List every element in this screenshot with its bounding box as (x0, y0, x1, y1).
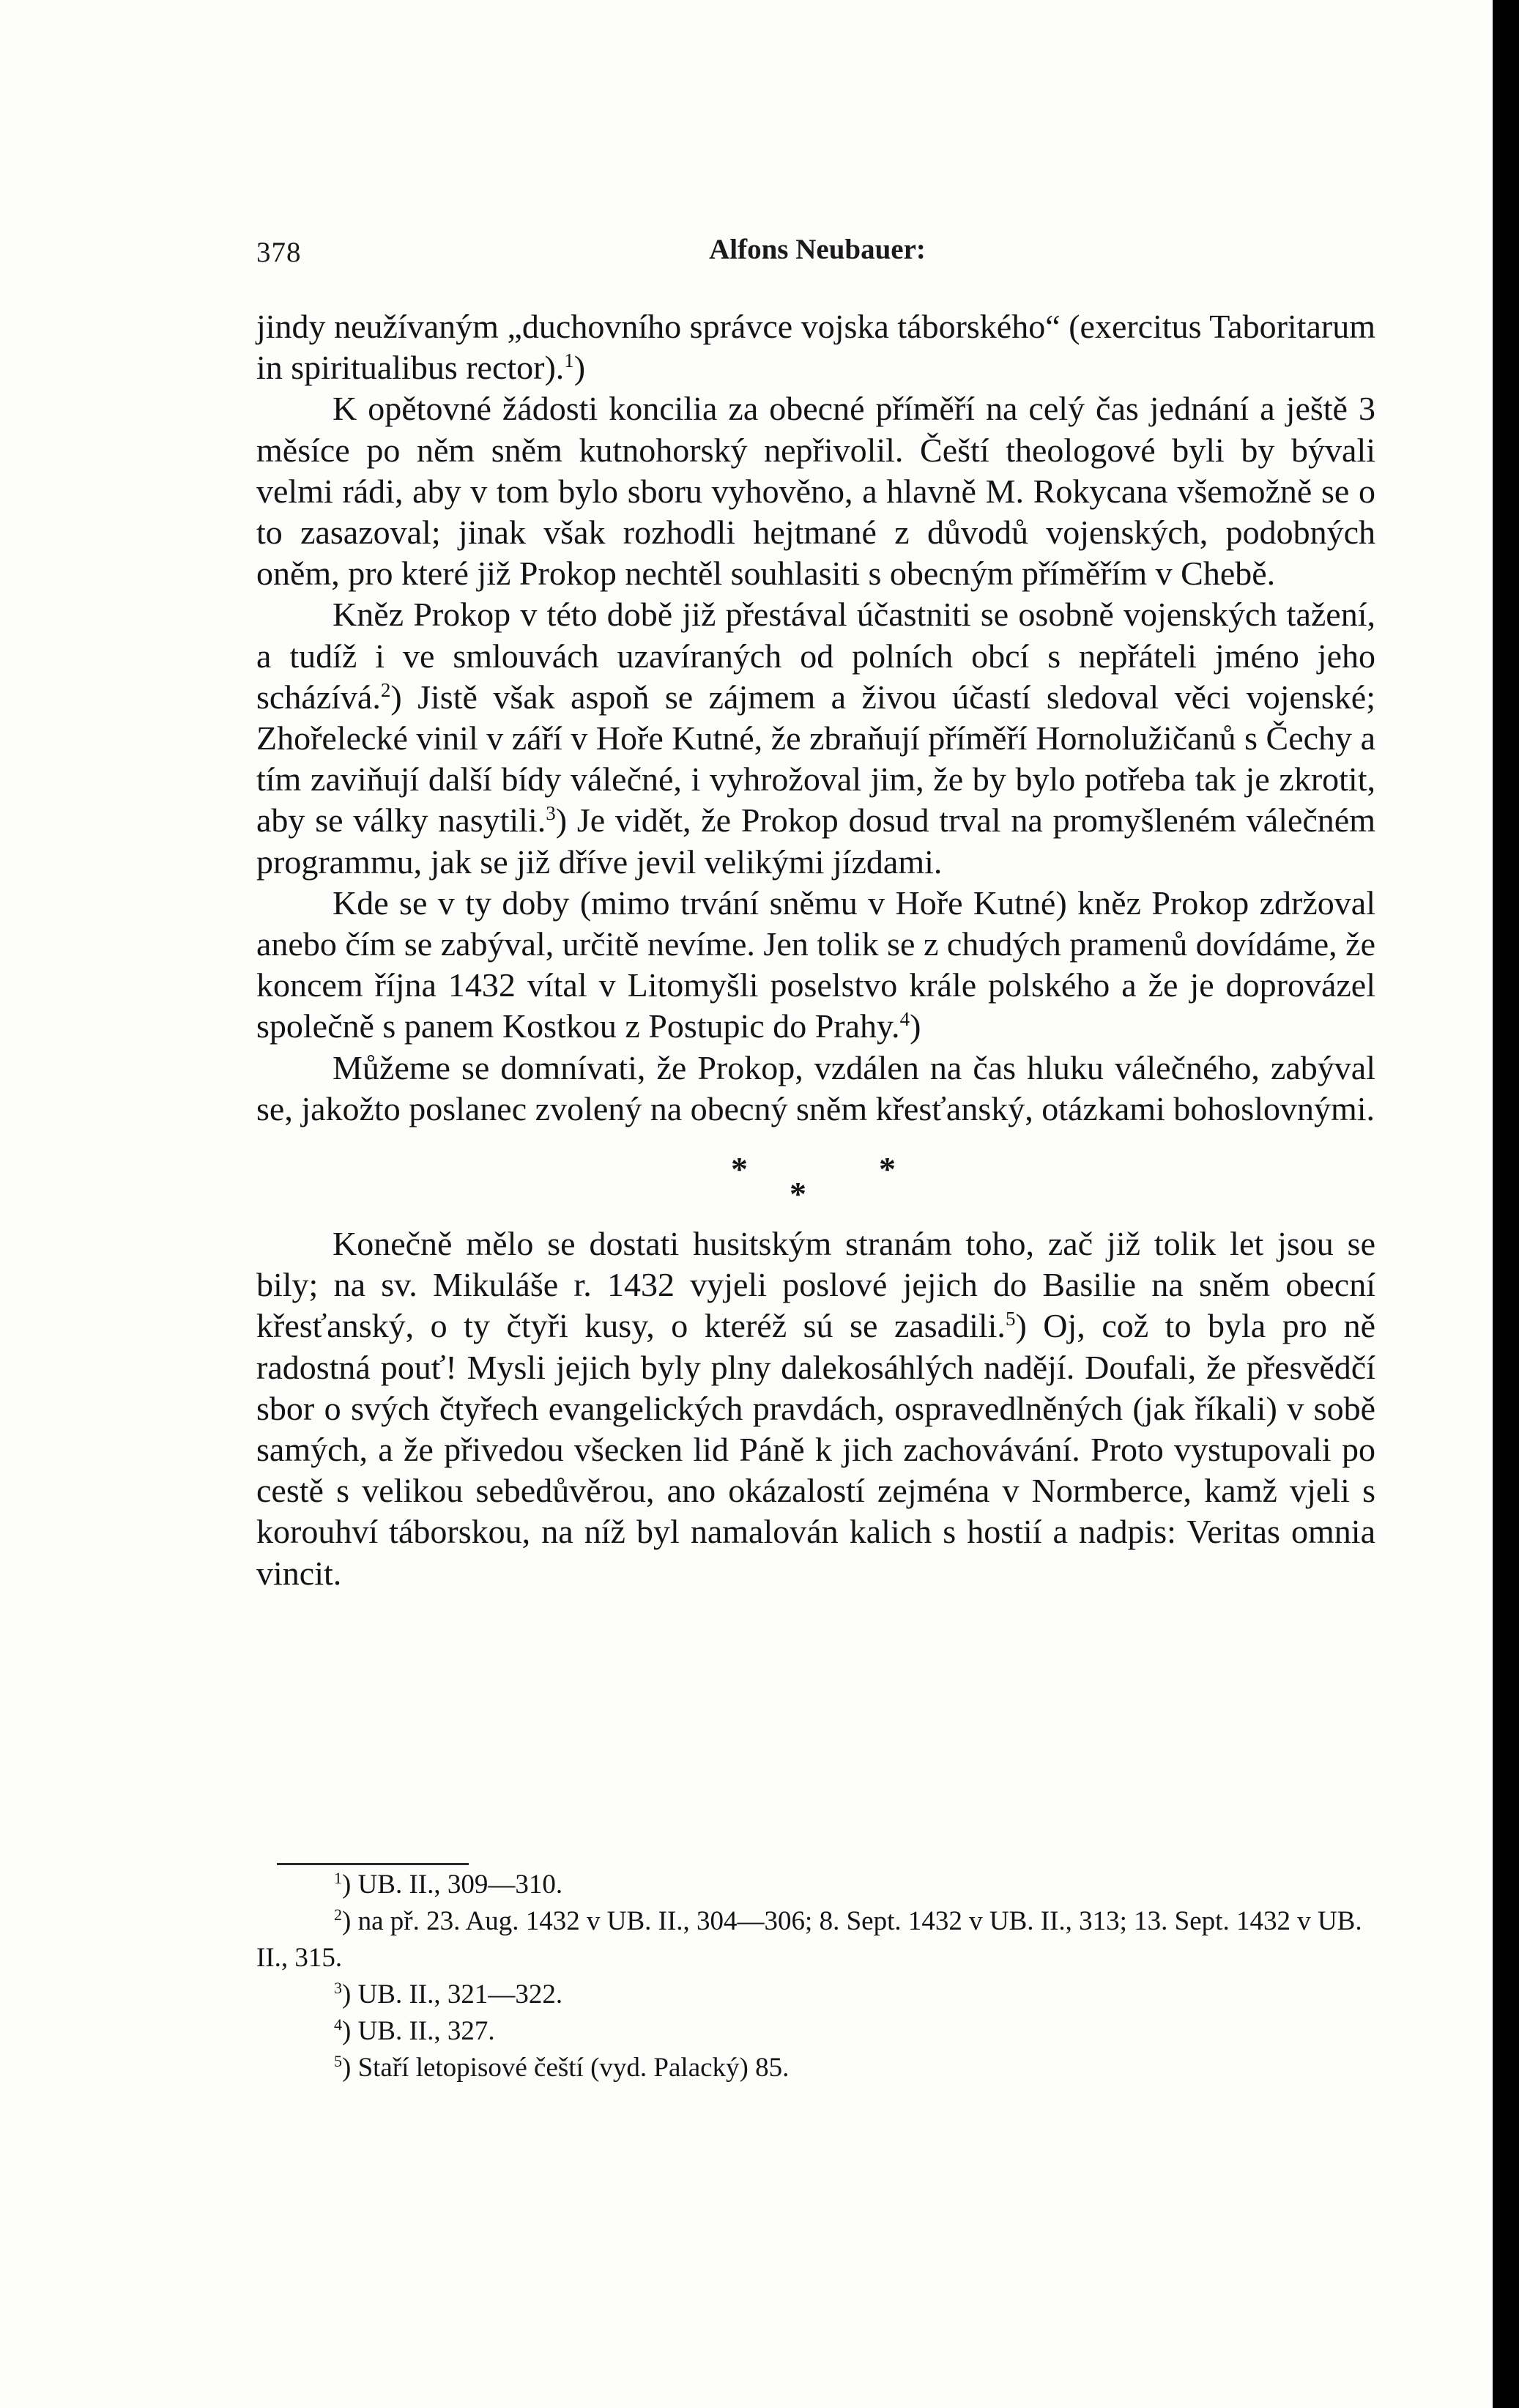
paragraph-4: Kde se v ty doby (mimo trvání sněmu v Hoře Kutné) kněz Prokop zdržoval anebo čím se zabýval, určitě nevíme. Jen tolik se z chudých pramenů dovídáme, že koncem října 1432 vítal v Litomyšli poselstvo krále polského a že je doprovázel společně s panem Kostkou z Postupic do Prahy.$^4$) (256, 883, 1375, 1045)
footnote-5: $^5$) Staří letopisové čeští (vyd. Palacký) 85. (334, 2052, 790, 2083)
footnote-2: $^2$) na př. 23. Aug. 1432 v UB. II., 304—306; 8. Sept. 1432 v UB. II., 313; 13. Sept. 1432 v UB. II., 315. (256, 1905, 1362, 1973)
running-head (250, 227, 1384, 271)
separator-star: * (790, 1175, 806, 1213)
paragraph-1: jindy neužívaným „duchovního správce vojska táborského“ (exercitus Taboritarum in spiritualibus rector).$^1$) (256, 308, 1375, 387)
footnote-1: $^1$) UB. II., 309—310. (334, 1869, 563, 1900)
footnote-4: $^4$) UB. II., 327. (334, 2015, 495, 2046)
section-separator (256, 1141, 1375, 1223)
footnote-ref-3: 3 (546, 802, 556, 825)
footnote-ref-2: 2 (380, 678, 391, 701)
footnotes (256, 1867, 1375, 2086)
paragraph-6: Konečně mělo se dostati husitským stranám toho, zač již tolik let jsou se bily; na sv. Mikuláše r. 1432 vyjeli poslové jejich do Basilie na sněm obecní křesťanský, o ty čtyři kusy, o kteréž sú se zasadili.$^5$) Oj, což to byla pro ně radostná pouť! Mysli jejich byly plny dalekosáhlých nadějí. Doufali, že přesvědčí sbor o svých čtyřech evangelických pravdách, ospravedlněných (jak říkali) v sobě samých, a že přivedou všecken lid Páně k jich zachovávání. Proto vystupovali po cestě s velikou sebedůvěrou, ano okázalostí zejména v Normberce, kamž vjeli s korouhví táborskou, na níž byl namalován kalich s hostií a nadpis: Veritas omnia vincit. (256, 1225, 1375, 1592)
footnote-rule (277, 1863, 469, 1865)
running-head-author: Alfons Neubauer: (709, 234, 926, 265)
paragraph-3: Kněz Prokop v této době již přestával účastniti se osobně vojenských tažení, a tudíž i ve smlouvách uzavíraných od polních obcí s nepřáteli jméno jeho scházívá.$^2$) Jistě však aspoň se zájmem a živou účastí sledoval věci vojenské; Zhořelecké vinil v září v Hoře Kutné, že zbraňují příměří Hornolužičanů s Čechy a tím zaviňují další bídy válečné, i vyhrožoval jim, že by bylo potřeba tak je zkrotit, aby se války nasytili.$^3$) Je vidět, že Prokop dosud trval na promyšleném válečném programmu, jak se již dříve jevil velikými jízdami. (256, 596, 1376, 881)
footnote-ref-4: 4 (899, 1008, 910, 1031)
footnote-ref-1: 1 (564, 349, 574, 372)
paragraph-2: K opětovné žádosti koncilia za obecné příměří na celý čas jednání a ještě 3 měsíce po něm sněm kutnohorský nepřivolil. Čeští theologové byli by bývali velmi rádi, aby v tom bylo sboru vyhověno, a hlavně M. Rokycana všemožně se o to zasazoval; jinak však rozhodli hejtmané z důvodů vojenských, podobných oněm, pro které již Prokop nechtěl souhlasiti s obecným příměřím v Chebě. (256, 390, 1375, 593)
main-text (256, 306, 1375, 1594)
page-number: 378 (256, 237, 302, 268)
footnote-3: $^3$) UB. II., 321—322. (334, 1979, 563, 2009)
separator-star: * (731, 1150, 748, 1188)
separator-star: * (879, 1150, 896, 1188)
footnote-ref-5: 5 (1005, 1308, 1016, 1330)
paragraph-5: Můžeme se domnívati, že Prokop, vzdálen na čas hluku válečného, zabýval se, jakožto poslanec zvolený na obecný sněm křesťanský, otázkami bohoslovnými. (256, 1048, 1375, 1127)
